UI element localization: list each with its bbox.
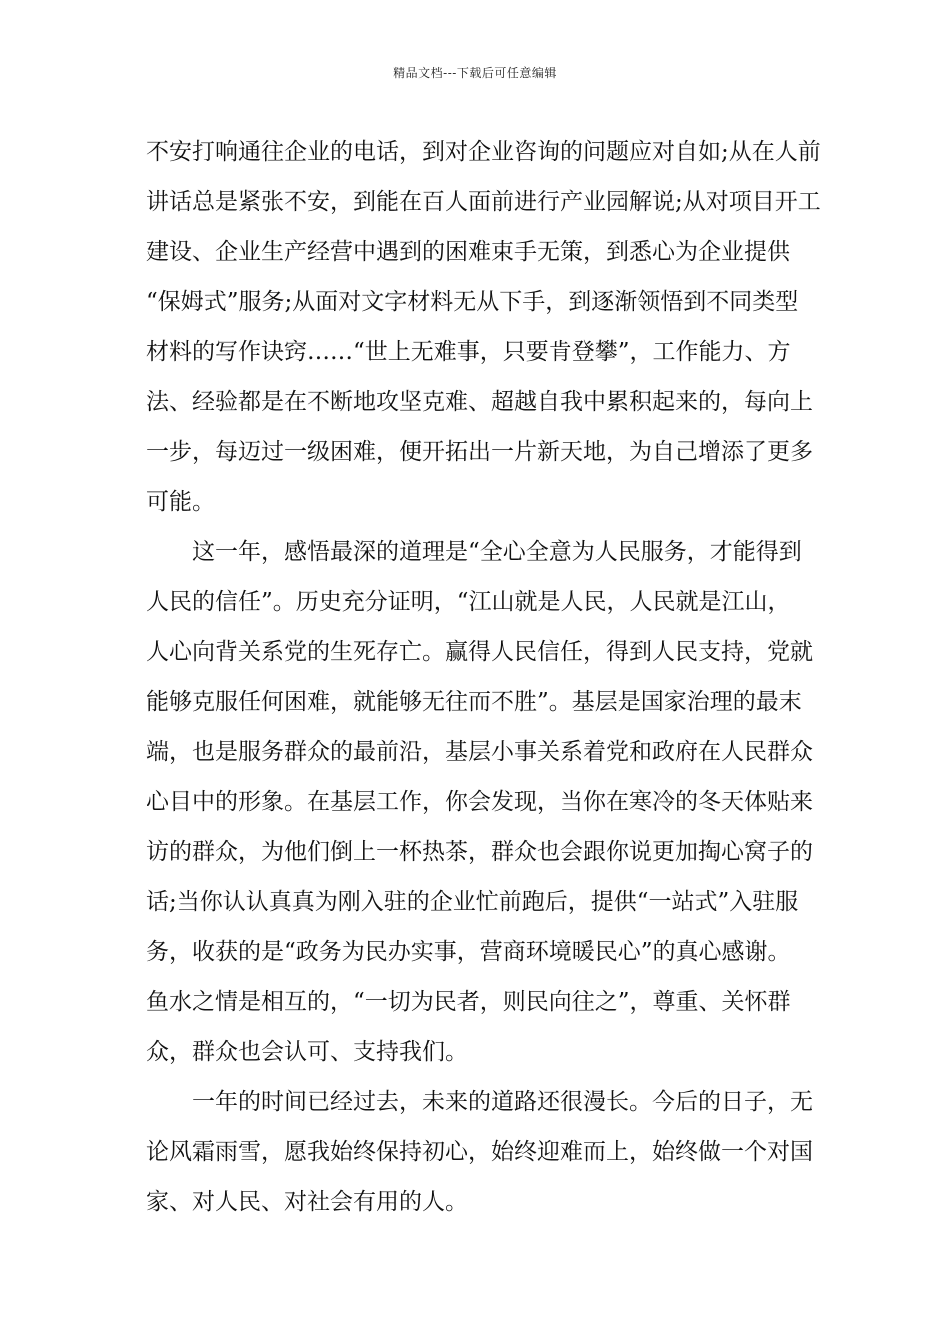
text-line: 这一年，感悟最深的道理是“全心全意为人民服务，才能得到 <box>192 539 802 565</box>
text-line: 人心向背关系党的生死存亡。赢得人民信任，得到人民支持，党就 <box>146 639 813 665</box>
text-line: 能够克服任何困难，就能够无往而不胜”。基层是国家治理的最末 <box>146 689 802 715</box>
text-line: 讲话总是紧张不安，到能在百人面前进行产业园解说;从对项目开工 <box>146 189 821 215</box>
text-line: 人民的信任”。历史充分证明，“江山就是人民，人民就是江山， <box>146 589 791 615</box>
text-line: 端，也是服务群众的最前沿，基层小事关系着党和政府在人民群众 <box>146 739 813 765</box>
text-line: 鱼水之情是相互的，“一切为民者，则民向往之”，尊重、关怀群 <box>146 989 791 1015</box>
text-line: 众，群众也会认可、支持我们。 <box>146 1039 468 1065</box>
page-header: 精品文档---下载后可任意编辑 <box>393 66 557 80</box>
text-line: 建设、企业生产经营中遇到的困难束手无策，到悉心为企业提供 <box>146 239 790 265</box>
text-line: 可能。 <box>146 489 215 515</box>
paragraph-2 <box>146 527 813 1077</box>
paragraph-3 <box>146 1077 813 1227</box>
text-line: 论风霜雨雪，愿我始终保持初心，始终迎难而上，始终做一个对国 <box>146 1139 813 1165</box>
text-line: 话;当你认认真真为刚入驻的企业忙前跑后，提供“一站式”入驻服 <box>146 889 799 915</box>
paragraph-1 <box>146 127 821 527</box>
text-line: 务，收获的是“政务为民办实事，营商环境暖民心”的真心感谢。 <box>146 939 791 965</box>
text-line: 一年的时间已经过去，未来的道路还很漫长。今后的日子，无 <box>192 1089 813 1115</box>
document-body <box>146 127 821 1227</box>
text-line: 家、对人民、对社会有用的人。 <box>146 1189 468 1215</box>
text-line: 法、经验都是在不断地攻坚克难、超越自我中累积起来的，每向上 <box>146 389 813 415</box>
text-line: 材料的写作诀窍……“世上无难事，只要肯登攀”，工作能力、方 <box>146 339 791 365</box>
text-line: 不安打响通往企业的电话，到对企业咨询的问题应对自如;从在人前 <box>146 139 821 165</box>
text-line: “保姆式”服务;从面对文字材料无从下手，到逐渐领悟到不同类型 <box>146 289 799 315</box>
text-line: 访的群众，为他们倒上一杯热茶，群众也会跟你说更加掏心窝子的 <box>146 839 813 865</box>
text-line: 一步，每迈过一级困难，便开拓出一片新天地，为自己增添了更多 <box>146 439 813 465</box>
text-line: 心目中的形象。在基层工作，你会发现，当你在寒冷的冬天体贴来 <box>146 789 813 815</box>
